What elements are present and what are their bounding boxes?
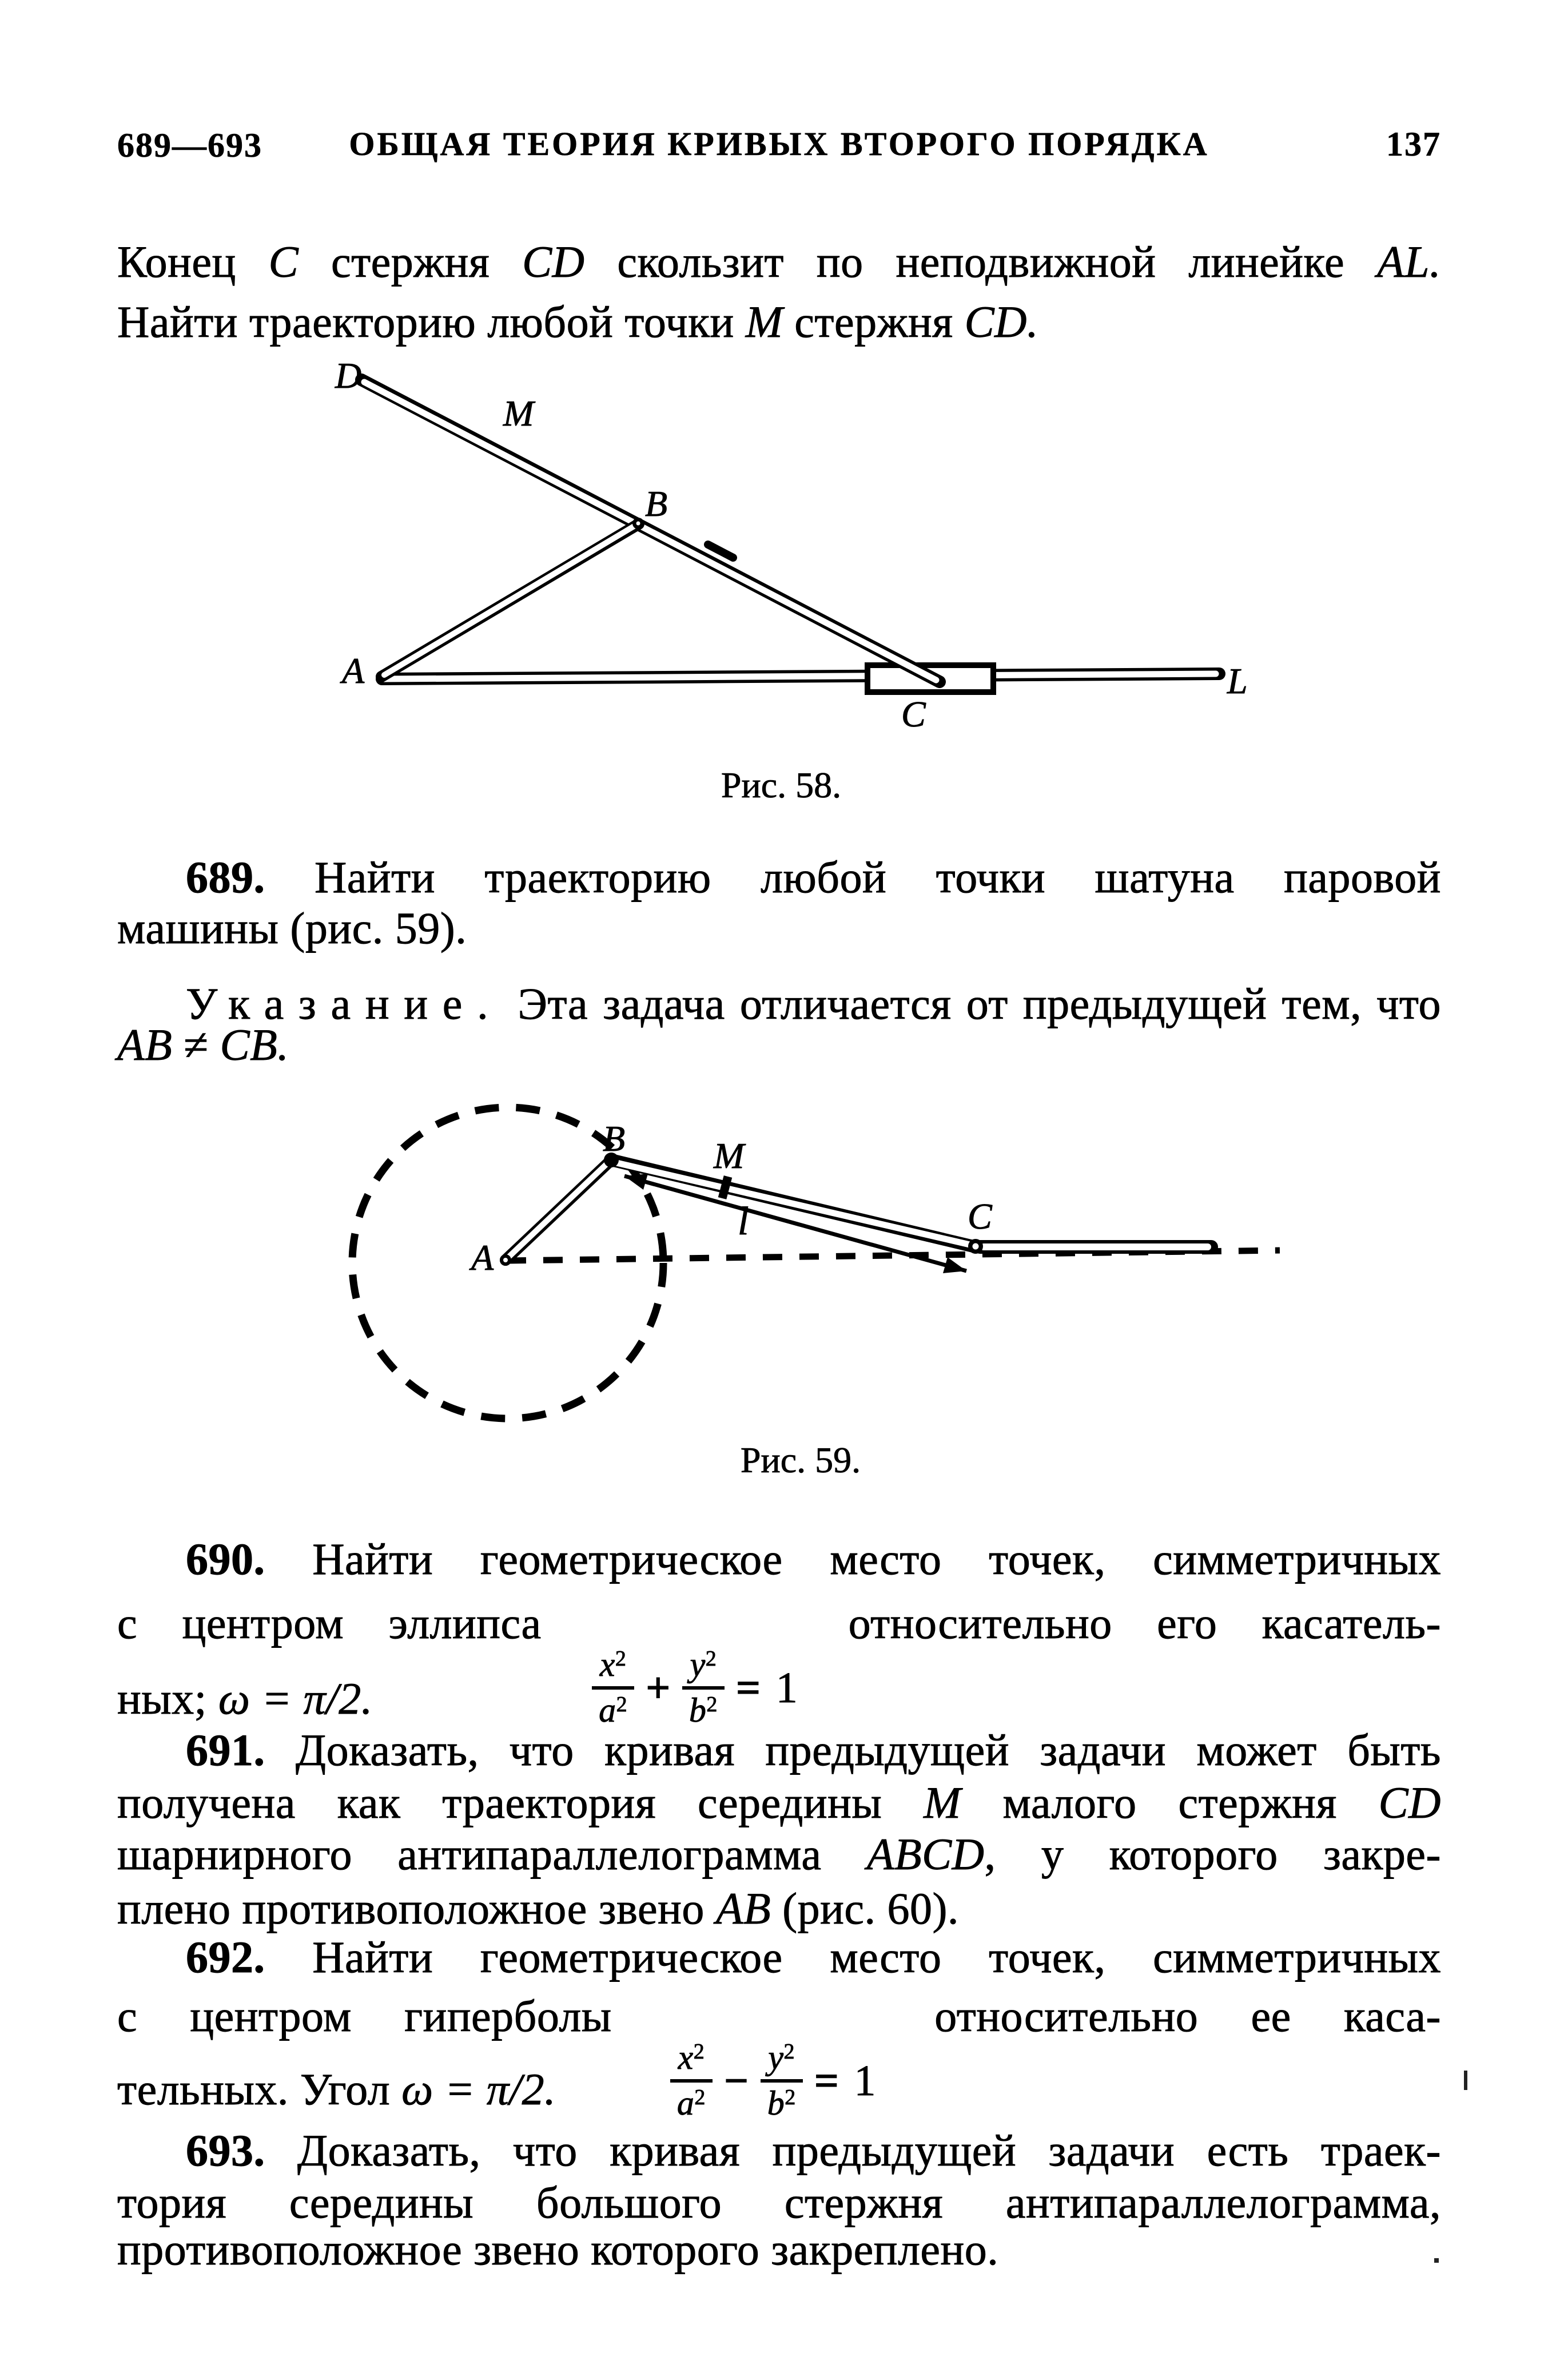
text-run: относительно ее каса- [882, 1991, 1441, 2041]
text-run: ω = π/2. [218, 1674, 373, 1723]
p691-line-4 [117, 1886, 1441, 1931]
p693-line-1 [117, 2125, 1441, 2175]
p692-line-1 [117, 1932, 1441, 1982]
point-m-tick [722, 1177, 728, 1198]
num-exp: 2 [615, 1647, 627, 1671]
header-problem-range: 689—693 [117, 126, 262, 164]
text-run: 692. [186, 1932, 265, 1982]
text-run: 693. [186, 2125, 265, 2175]
hint-line-2 [117, 1020, 1441, 1070]
scan-artifact [1434, 2258, 1439, 2263]
text-run: тория середины большого стержня антипараллелограмма, [117, 2178, 1441, 2227]
dimension-arrow-end [943, 1257, 966, 1273]
num-base: x [599, 1646, 615, 1683]
text-run: Конец [117, 237, 269, 287]
text-run: Доказать, что кривая предыдущей задачи может быть [265, 1725, 1441, 1775]
joint-c-hole [973, 1243, 979, 1250]
dimension-line [624, 1176, 966, 1271]
text-run: M [745, 297, 783, 347]
p691-line-3 [117, 1829, 1441, 1879]
dimension-arrow-start [624, 1174, 648, 1190]
p690-line-1 [117, 1534, 1441, 1584]
text-run: Эта задача отличается от предыдущей тем, что [503, 979, 1441, 1028]
text-run: получена как траектория середины [117, 1778, 924, 1827]
fig59-label-l: l [738, 1199, 749, 1243]
p693-line-2 [117, 2180, 1441, 2225]
den-base: a [676, 2084, 695, 2123]
fig58-label-a: A [342, 650, 365, 691]
text-run: 689. [186, 852, 265, 902]
fig58-caption: Рис. 58. [721, 765, 842, 805]
minus-operator: − [723, 2056, 749, 2105]
text-run: C [268, 237, 299, 287]
p690-line2-before [117, 1598, 586, 1648]
text-run: тельных. Угол [117, 2064, 402, 2114]
text-run: 690. [186, 1534, 265, 1584]
den-exp: 2 [706, 1692, 718, 1717]
fig58-label-b: B [645, 483, 668, 524]
den-exp: 2 [616, 1692, 628, 1717]
page-header [117, 125, 1441, 164]
fig58-label-d: D [335, 355, 362, 396]
text-run: AL. [1376, 237, 1441, 287]
text-run: ABCD [866, 1829, 985, 1879]
fig59-label-m: M [714, 1135, 745, 1176]
text-run: CD. [964, 297, 1038, 347]
intro-line-1 [117, 237, 1441, 287]
p691-line-2 [117, 1778, 1442, 1827]
num-exp: 2 [783, 2040, 795, 2064]
text-run: CD [1378, 1778, 1442, 1827]
den-base: b [767, 2084, 785, 2123]
pin-b-hole [636, 522, 640, 526]
text-run: Указание. [186, 979, 503, 1028]
text-run: AB [715, 1884, 771, 1933]
figure-58 [297, 343, 1304, 761]
text-run: Доказать, что кривая предыдущей задачи есть траек- [265, 2125, 1441, 2175]
text-run: Найти геометрическое место точек, симметричных [265, 1932, 1441, 1982]
equals-sign: = [814, 2056, 839, 2105]
connecting-rod-inner [614, 1162, 972, 1245]
text-run: Найти траекторию любой точки [117, 297, 746, 347]
p690-line2-after [803, 1598, 1441, 1648]
p692-line-3 [117, 2064, 1441, 2114]
crank-rod-inner [508, 1162, 608, 1258]
fig58-label-c: C [901, 694, 926, 734]
text-run: 691. [186, 1725, 265, 1775]
text-run: противоположное звено которого закреплено. [117, 2224, 999, 2274]
figure-59 [297, 1081, 1304, 1436]
p690-line-3 [117, 1676, 1441, 1721]
fig59-label-c: C [968, 1196, 992, 1237]
text-run: шарнирного антипараллелограмма [117, 1829, 867, 1879]
fig58-label-m: M [503, 393, 534, 434]
den-base: a [599, 1691, 616, 1730]
text-run: Найти траекторию любой точки шатуна паровой [265, 852, 1441, 902]
text-run: M [924, 1778, 961, 1827]
den-base: b [689, 1691, 707, 1730]
p692-line2-before [117, 1991, 664, 2041]
text-run: ≠ [172, 1020, 220, 1070]
num-base: y [768, 2039, 784, 2076]
intro-line-2 [117, 297, 1441, 347]
text-run: стержня [783, 297, 965, 347]
text-run: малого стержня [961, 1778, 1379, 1827]
header-chapter-title: ОБЩАЯ ТЕОРИЯ КРИВЫХ ВТОРОГО ПОРЯДКА [349, 125, 1209, 162]
text-run: ных; [117, 1674, 218, 1723]
text-run: CD [522, 237, 585, 287]
p689-line-1 [117, 852, 1441, 902]
scan-artifact [1464, 2071, 1467, 2090]
plus-operator: + [646, 1663, 671, 1712]
text-run: с центром эллипса [117, 1598, 587, 1648]
text-run: ω = π/2. [401, 2064, 556, 2114]
p691-line-1 [117, 1725, 1441, 1775]
text-run: , у которого закре- [984, 1829, 1441, 1879]
equation-rhs: 1 [854, 2056, 877, 2105]
text-run: стержня [299, 237, 523, 287]
den-exp: 2 [694, 2085, 706, 2110]
text-run: скользит по неподвижной линейке [584, 237, 1377, 287]
text-run: плено противоположное звено [117, 1884, 716, 1933]
joint-a-hole [503, 1258, 508, 1262]
text-run: машины (рис. 59). [117, 903, 467, 953]
text-run: относительно его касатель- [803, 1598, 1441, 1648]
text-run: (рис. 60). [771, 1884, 959, 1933]
equation-rhs: 1 [775, 1663, 798, 1712]
fig59-label-a: A [471, 1237, 494, 1278]
fig59-label-b: B [603, 1118, 626, 1159]
p689-line-2 [117, 903, 1441, 953]
hint-line-1 [117, 979, 1441, 1028]
text-run: CB. [220, 1020, 289, 1070]
text-run: AB [117, 1020, 173, 1070]
num-exp: 2 [693, 2040, 705, 2064]
p693-line-3 [117, 2224, 1441, 2274]
num-base: y [690, 1646, 706, 1683]
p692-line2-after [882, 1991, 1441, 2041]
rod-ab-inner [384, 525, 636, 675]
fig59-caption: Рис. 59. [740, 1440, 861, 1480]
text-run: Найти геометрическое место точек, симметричных [265, 1534, 1441, 1584]
equals-sign: = [735, 1663, 761, 1712]
header-page-number: 137 [1386, 125, 1441, 163]
num-exp: 2 [705, 1647, 717, 1671]
num-base: x [678, 2039, 694, 2076]
fig58-label-l: L [1227, 661, 1248, 701]
den-exp: 2 [785, 2085, 796, 2110]
text-run: с центром гиперболы [117, 1991, 664, 2041]
